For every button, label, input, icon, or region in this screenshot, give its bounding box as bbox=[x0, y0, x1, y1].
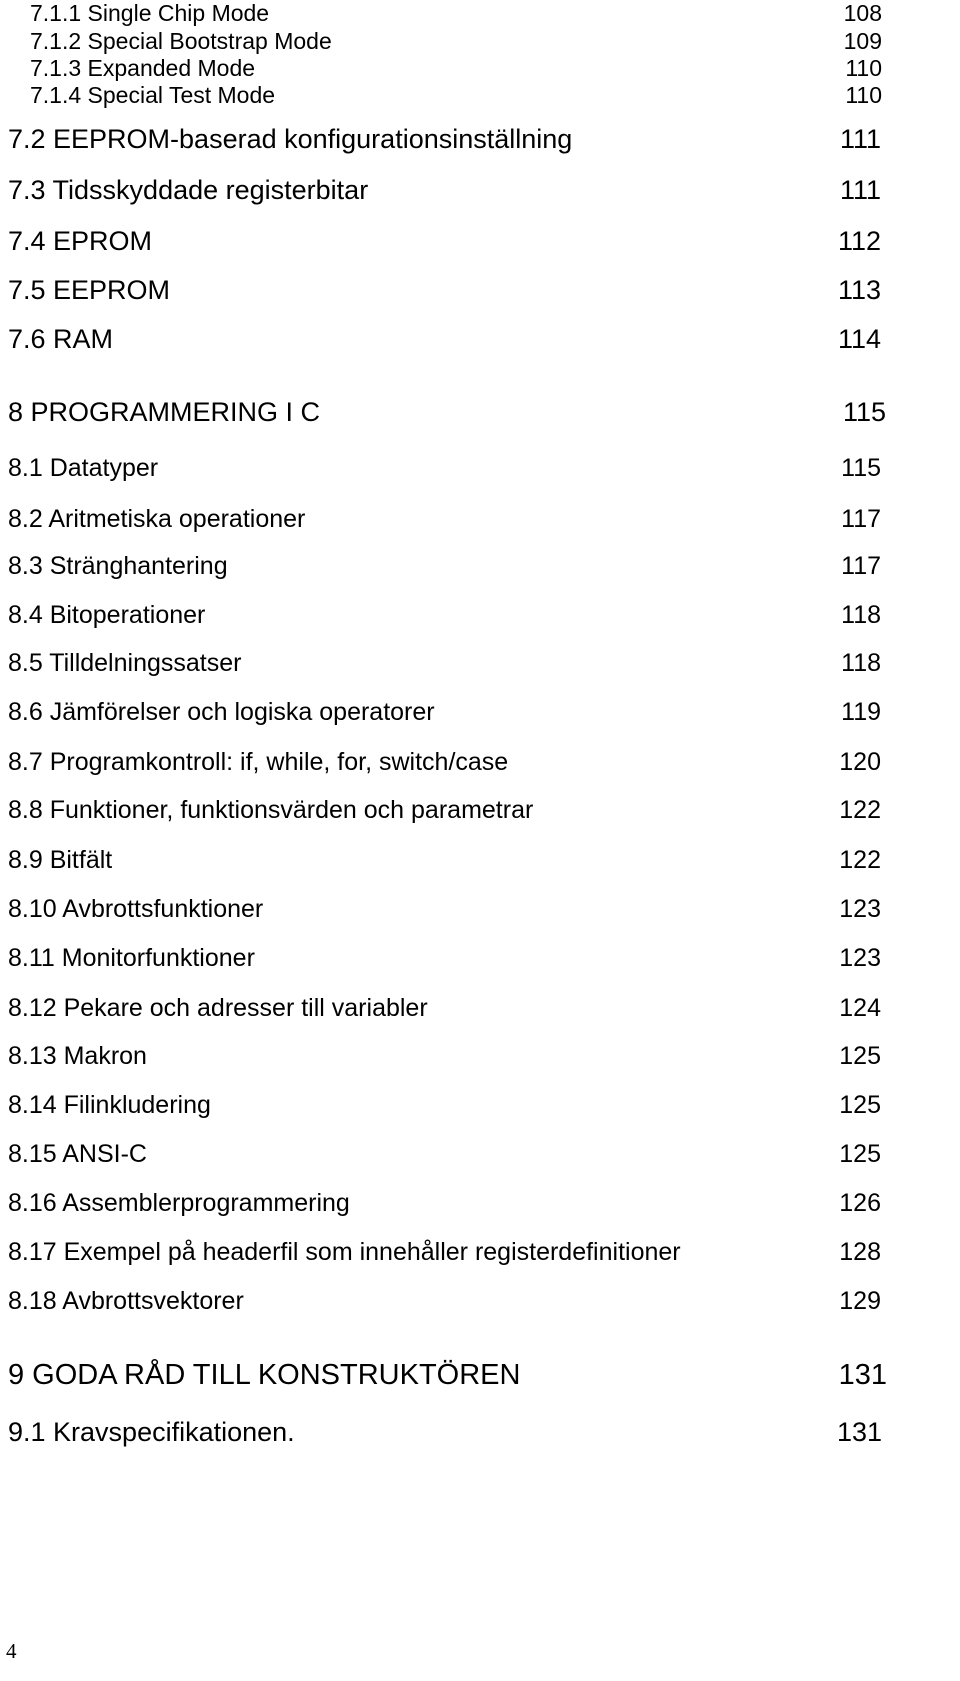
toc-entry-page: 122 bbox=[839, 796, 881, 824]
toc-entry-title: 8.18 Avbrottsvektorer bbox=[8, 1287, 244, 1315]
toc-entry-page: 117 bbox=[841, 552, 881, 580]
toc-entry-page: 123 bbox=[839, 895, 881, 923]
toc-entry-page: 110 bbox=[845, 55, 882, 81]
toc-entry-page: 124 bbox=[839, 994, 881, 1022]
toc-entry-title: 8.13 Makron bbox=[8, 1042, 147, 1070]
toc-entry-title: 8.14 Filinkludering bbox=[8, 1091, 211, 1119]
toc-entry bbox=[0, 1189, 960, 1219]
toc-entry-title: 8.12 Pekare och adresser till variabler bbox=[8, 994, 428, 1022]
toc-entry-page: 108 bbox=[843, 0, 882, 26]
toc-entry bbox=[0, 1238, 960, 1268]
toc-entry bbox=[0, 1417, 960, 1449]
toc-entry-title: 8.16 Assemblerprogrammering bbox=[8, 1189, 350, 1217]
toc-entry-title: 8 PROGRAMMERING I C bbox=[8, 397, 321, 427]
toc-entry-title: 7.3 Tidsskyddade registerbitar bbox=[8, 175, 369, 205]
toc-entry-page: 122 bbox=[839, 846, 881, 874]
toc-entry bbox=[0, 1091, 960, 1121]
toc-entry-page: 123 bbox=[839, 944, 881, 972]
toc-entry bbox=[0, 275, 960, 307]
toc-entry-title: 9 GODA RÅD TILL KONSTRUKTÖREN bbox=[8, 1359, 521, 1391]
toc-chapter-heading bbox=[0, 397, 960, 429]
toc-entry-page: 119 bbox=[841, 698, 881, 726]
toc-entry bbox=[0, 552, 960, 582]
toc-entry bbox=[0, 698, 960, 728]
toc-entry-page: 115 bbox=[842, 397, 886, 427]
toc-entry bbox=[0, 0, 960, 28]
toc-entry bbox=[0, 649, 960, 679]
toc-entry-title: 8.17 Exempel på headerfil som innehåller registerdefinitioner bbox=[8, 1238, 681, 1266]
toc-entry-title: 8.10 Avbrottsfunktioner bbox=[8, 895, 264, 923]
toc-entry-title: 8.11 Monitorfunktioner bbox=[8, 944, 255, 972]
toc-entry-title: 8.2 Aritmetiska operationer bbox=[8, 505, 306, 533]
toc-entry-page: 120 bbox=[839, 748, 881, 776]
toc-entry bbox=[0, 226, 960, 258]
toc-entry-page: 113 bbox=[837, 275, 881, 305]
toc-entry-page: 129 bbox=[839, 1287, 881, 1315]
toc-entry-title: 7.5 EEPROM bbox=[8, 275, 171, 305]
toc-entry-title: 8.5 Tilldelningssatser bbox=[8, 649, 242, 677]
toc-entry-title: 7.4 EPROM bbox=[8, 226, 153, 256]
toc-entry-page: 118 bbox=[841, 601, 881, 629]
toc-entry-title: 7.1.2 Special Bootstrap Mode bbox=[30, 28, 332, 54]
toc-entry bbox=[0, 601, 960, 631]
toc-entry bbox=[0, 55, 960, 83]
toc-entry-page: 117 bbox=[841, 505, 881, 533]
toc-entry-page: 126 bbox=[839, 1189, 881, 1217]
toc-entry bbox=[0, 175, 960, 207]
toc-entry-title: 7.1.1 Single Chip Mode bbox=[30, 0, 270, 26]
toc-entry bbox=[0, 944, 960, 974]
toc-entry bbox=[0, 1140, 960, 1170]
toc-entry-page: 125 bbox=[839, 1140, 881, 1168]
toc-entry-page: 118 bbox=[841, 649, 881, 677]
toc-entry bbox=[0, 324, 960, 356]
toc-entry bbox=[0, 454, 960, 484]
toc-entry bbox=[0, 505, 960, 535]
toc-entry bbox=[0, 846, 960, 876]
toc-entry-page: 111 bbox=[839, 124, 881, 154]
toc-entry bbox=[0, 994, 960, 1024]
toc-entry bbox=[0, 895, 960, 925]
toc-entry-page: 110 bbox=[845, 82, 882, 108]
toc-entry-title: 8.1 Datatyper bbox=[8, 454, 159, 482]
toc-entry-title: 8.8 Funktioner, funktionsvärden och parametrar bbox=[8, 796, 534, 824]
toc-entry-title: 8.15 ANSI-C bbox=[8, 1140, 147, 1168]
page-number: 4 bbox=[6, 1639, 17, 1663]
toc-chapter-heading bbox=[0, 1359, 960, 1393]
toc-entry-page: 125 bbox=[839, 1042, 881, 1070]
toc-entry bbox=[0, 1287, 960, 1317]
toc-entry-page: 109 bbox=[843, 28, 882, 54]
toc-entry bbox=[0, 1042, 960, 1072]
toc-entry-title: 8.7 Programkontroll: if, while, for, switch/case bbox=[8, 748, 509, 776]
toc-entry-page: 128 bbox=[839, 1238, 881, 1266]
toc-entry-page: 131 bbox=[838, 1359, 887, 1391]
toc-entry-page: 112 bbox=[837, 226, 881, 256]
toc-entry-page: 111 bbox=[839, 175, 881, 205]
toc-entry bbox=[0, 82, 960, 110]
toc-entry-title: 8.3 Stränghantering bbox=[8, 552, 228, 580]
toc-entry bbox=[0, 748, 960, 778]
toc-entry-title: 7.2 EEPROM-baserad konfigurationsinställning bbox=[8, 124, 573, 154]
toc-entry-page: 131 bbox=[836, 1417, 882, 1447]
toc-entry-title: 9.1 Kravspecifikationen. bbox=[8, 1417, 295, 1447]
toc-entry-page: 115 bbox=[841, 454, 881, 482]
toc-entry bbox=[0, 796, 960, 826]
toc-entry-title: 8.9 Bitfält bbox=[8, 846, 113, 874]
toc-entry-page: 114 bbox=[837, 324, 881, 354]
toc-entry bbox=[0, 124, 960, 156]
toc-entry-title: 7.1.4 Special Test Mode bbox=[30, 82, 276, 108]
toc-entry bbox=[0, 28, 960, 56]
toc-entry-title: 7.6 RAM bbox=[8, 324, 114, 354]
toc-entry-title: 8.4 Bitoperationer bbox=[8, 601, 206, 629]
toc-entry-title: 8.6 Jämförelser och logiska operatorer bbox=[8, 698, 435, 726]
toc-entry-page: 125 bbox=[839, 1091, 881, 1119]
toc-entry-title: 7.1.3 Expanded Mode bbox=[30, 55, 256, 81]
